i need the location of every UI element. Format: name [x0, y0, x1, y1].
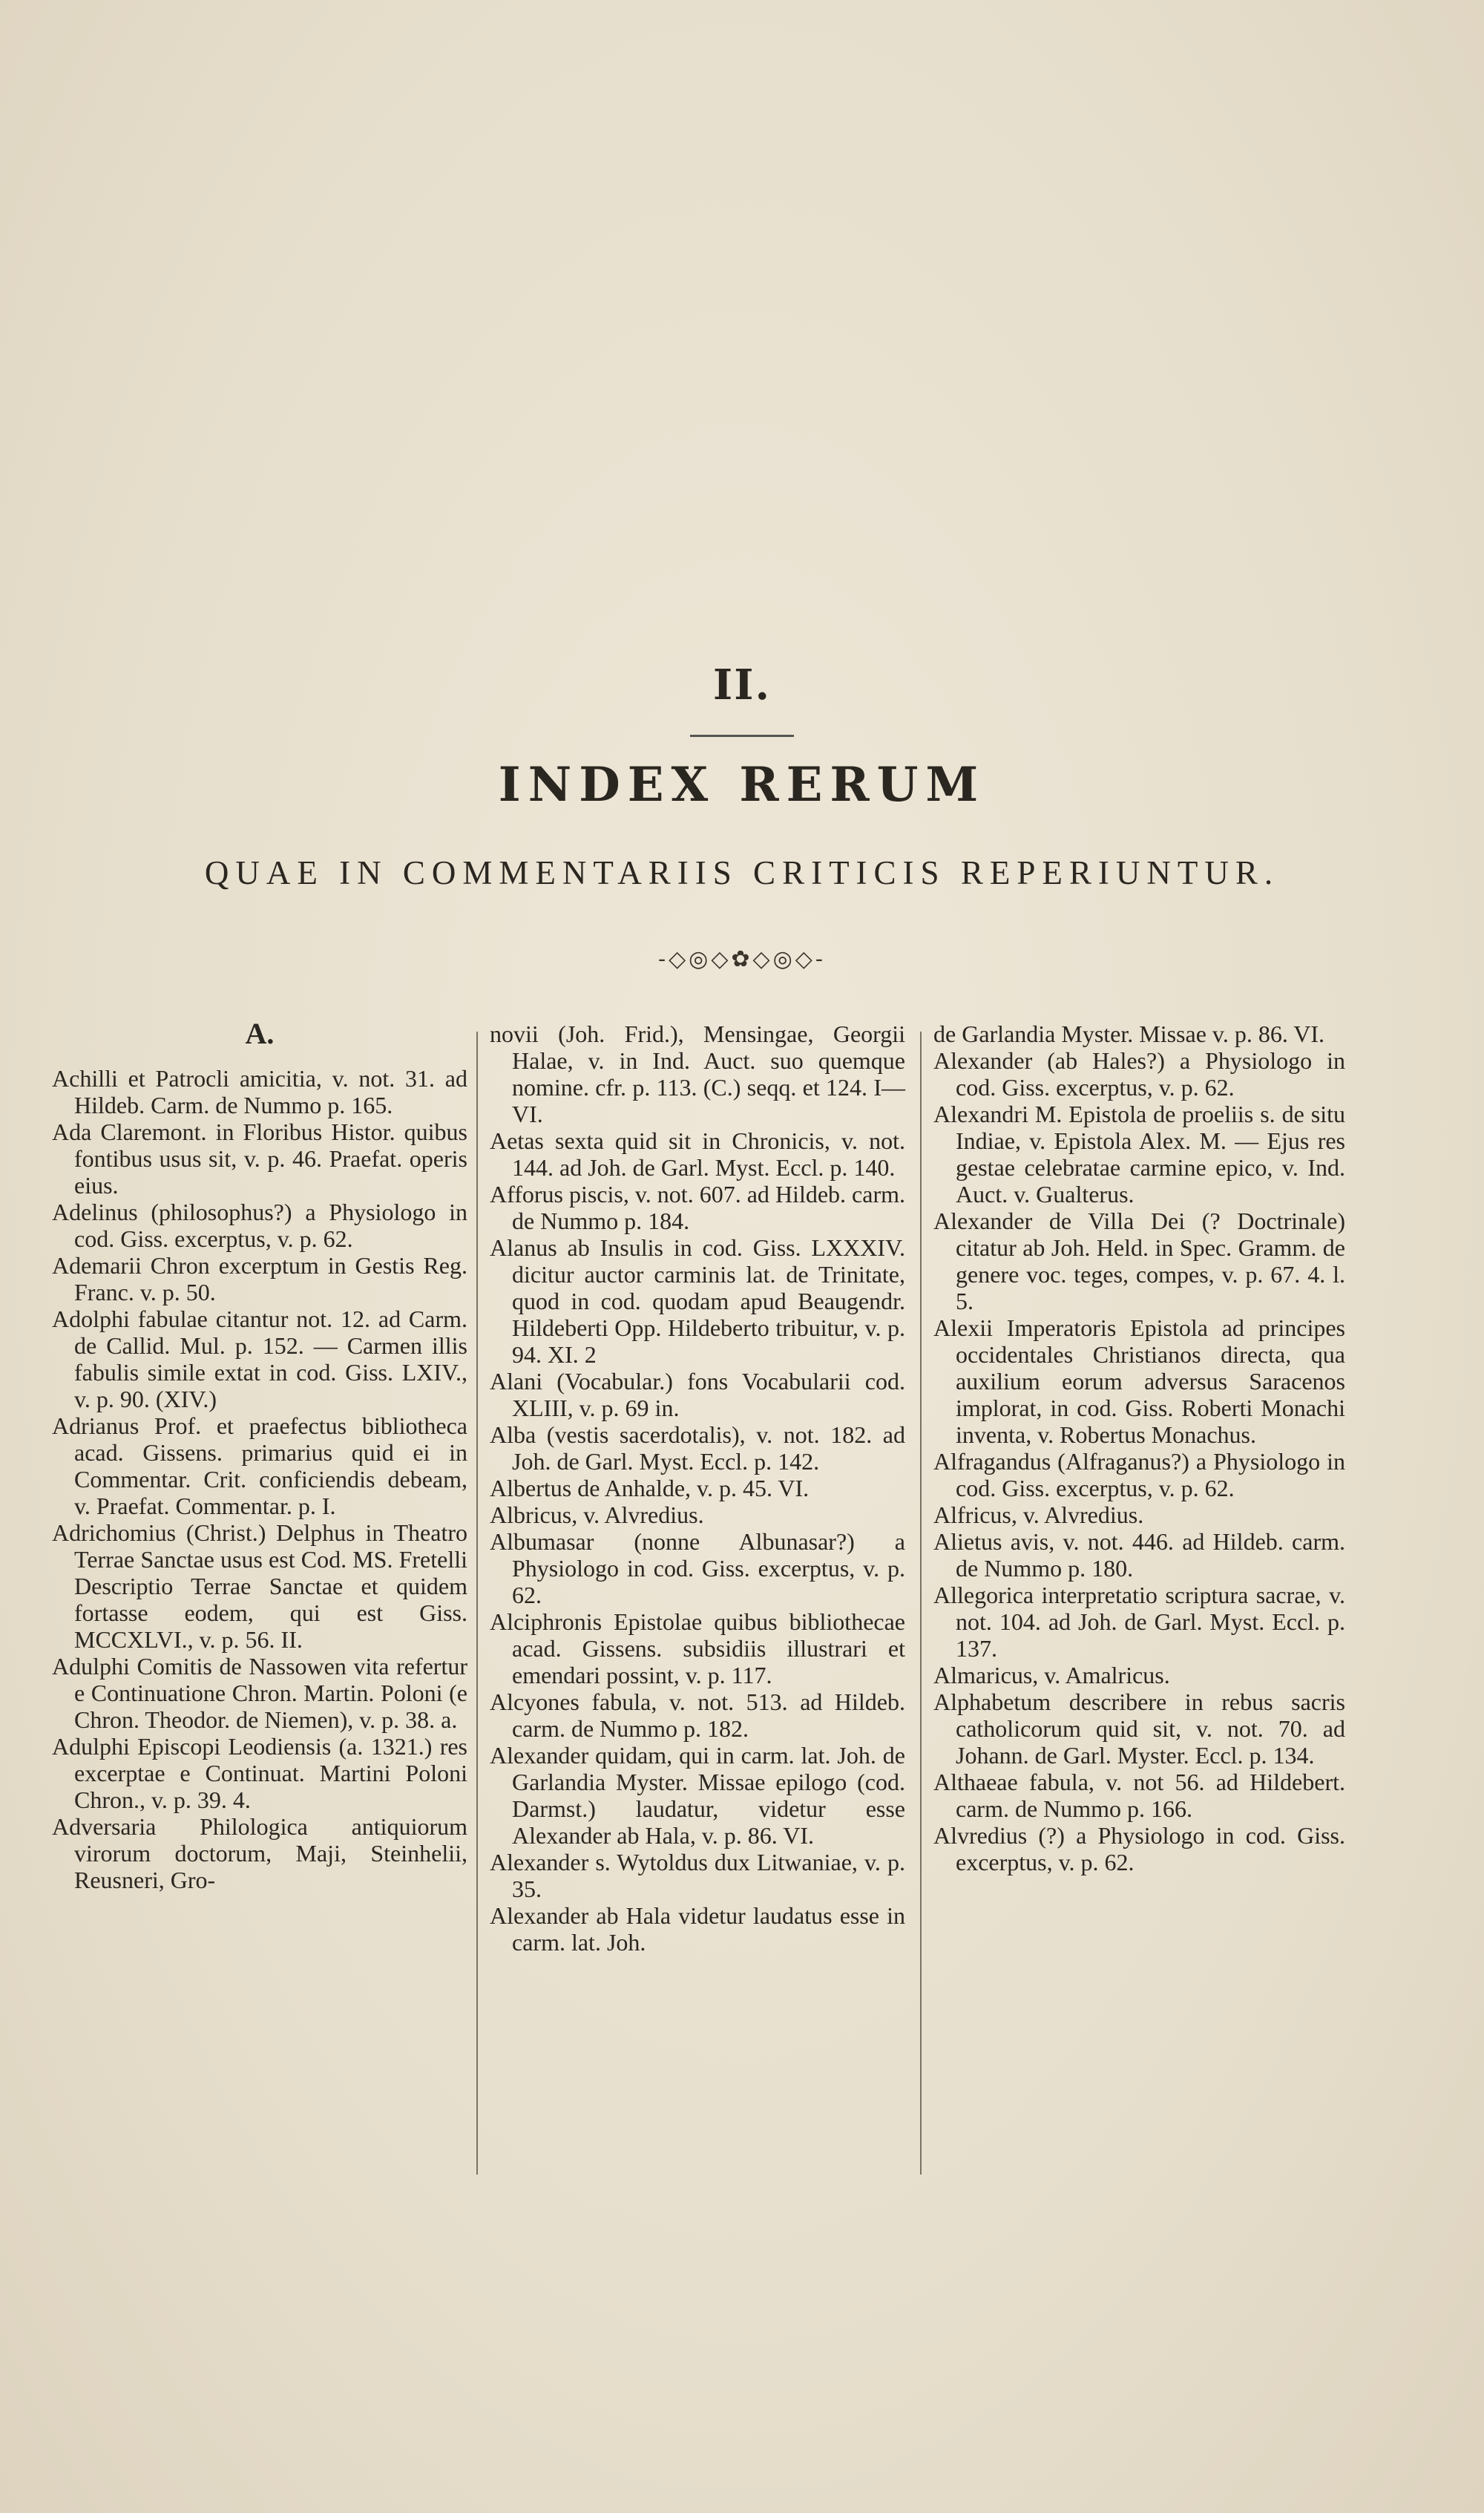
index-entry: Alba (vestis sacerdotalis), v. not. 182. ad Joh. de Garl. Myst. Eccl. p. 142.	[490, 1421, 905, 1475]
title-rule	[690, 735, 794, 737]
index-entry: Alani (Vocabular.) fons Vocabularii cod. XLIII, v. p. 69 in.	[490, 1368, 905, 1421]
index-entry: Alexii Imperatoris Epistola ad principes occidentales Christianos directa, qua auxilium eorum adversus Saracenos implorat, in cod. Giss. Roberti Monachi inventa, v. Robertus Monachus.	[933, 1314, 1345, 1448]
index-entry: Adolphi fabulae citantur not. 12. ad Carm. de Callid. Mul. p. 152. — Carmen illis fabulis simile extat in cod. Giss. LXIV., v. p. 90. (XIV.)	[52, 1305, 467, 1412]
index-entry: Adversaria Philologica antiquiorum virorum doctorum, Maji, Steinhelii, Reusneri, Gro-	[52, 1813, 467, 1893]
index-entry: Ada Claremont. in Floribus Histor. quibus fontibus usus sit, v. p. 46. Praefat. operis eius.	[52, 1118, 467, 1199]
index-entry: Althaeae fabula, v. not 56. ad Hildebert. carm. de Nummo p. 166.	[933, 1769, 1345, 1822]
index-column-2	[490, 1020, 905, 1956]
index-entry: Almaricus, v. Amalricus.	[933, 1662, 1170, 1688]
index-entry: Alietus avis, v. not. 446. ad Hildeb. carm. de Nummo p. 180.	[933, 1528, 1345, 1582]
index-entry: Alexander ab Hala videtur laudatus esse in carm. lat. Joh.	[490, 1902, 905, 1956]
index-entry: Albertus de Anhalde, v. p. 45. VI.	[490, 1475, 810, 1501]
index-entry: Albricus, v. Alvredius.	[490, 1501, 704, 1528]
index-entry: Adulphi Episcopi Leodiensis (a. 1321.) res excerptae e Continuat. Martini Poloni Chron., v. p. 39. 4.	[52, 1733, 467, 1813]
index-entry: de Garlandia Myster. Missae v. p. 86. VI.	[933, 1020, 1325, 1047]
index-entry: Afforus piscis, v. not. 607. ad Hildeb. carm. de Nummo p. 184.	[490, 1181, 905, 1234]
page-subtitle: QUAE IN COMMENTARIIS CRITICIS REPERIUNTUR.	[204, 854, 1280, 891]
section-letter: A.	[245, 1017, 275, 1050]
index-entry: Alexander s. Wytoldus dux Litwaniae, v. p. 35.	[490, 1849, 905, 1902]
index-column-3	[933, 1020, 1345, 1875]
section-number: II.	[713, 661, 771, 710]
index-entry: Alvredius (?) a Physiologo in cod. Giss. excerptus, v. p. 62.	[933, 1822, 1345, 1875]
index-entry: Alexander quidam, qui in carm. lat. Joh. de Garlandia Myster. Missae epilogo (cod. Darmst.) laudatur, videtur esse Alexander ab Hala, v. p. 86. VI.	[490, 1742, 905, 1849]
index-entry: Albumasar (nonne Albunasar?) a Physiologo in cod. Giss. excerptus, v. p. 62.	[490, 1528, 905, 1608]
index-entry: Adrichomius (Christ.) Delphus in Theatro Terrae Sanctae usus est Cod. MS. Fretelli Descriptio Terrae Sanctae et quidem fortasse eodem, qui est Giss. MCCXLVI., v. p. 56. II.	[52, 1519, 467, 1653]
page-title: INDEX RERUM	[498, 757, 986, 813]
index-entry: Alfricus, v. Alvredius.	[933, 1501, 1144, 1528]
column-divider	[476, 1032, 478, 2175]
index-entry: Alexander (ab Hales?) a Physiologo in cod. Giss. excerptus, v. p. 62.	[933, 1047, 1345, 1101]
index-entry: Alexandri M. Epistola de proeliis s. de situ Indiae, v. Epistola Alex. M. — Ejus res gestae celebratae carmine epico, v. Ind. Auct. v. Gualterus.	[933, 1101, 1345, 1208]
index-entry: Alcyones fabula, v. not. 513. ad Hildeb. carm. de Nummo p. 182.	[490, 1688, 905, 1742]
index-entry: Adulphi Comitis de Nassowen vita refertur e Continuatione Chron. Martin. Poloni (e Chron. Theodor. de Niemen), v. p. 38. a.	[52, 1653, 467, 1733]
index-entry: Adelinus (philosophus?) a Physiologo in cod. Giss. excerptus, v. p. 62.	[52, 1199, 467, 1252]
index-entry: Alanus ab Insulis in cod. Giss. LXXXIV. dicitur auctor carminis lat. de Trinitate, quod in cod. quodam apud Beaugendr. Hildeberti Opp. Hildeberto tribuitur, v. p. 94. XI. 2	[490, 1234, 905, 1368]
index-entry: Allegorica interpretatio scriptura sacrae, v. not. 104. ad Joh. de Garl. Myst. Eccl. p. 137.	[933, 1582, 1345, 1662]
index-entry: novii (Joh. Frid.), Mensingae, Georgii Halae, v. in Ind. Auct. suo quemque nomine. cfr. p. 113. (C.) seqq. et 124. I—VI.	[490, 1020, 905, 1127]
column-divider	[920, 1032, 922, 2175]
index-entry: Adrianus Prof. et praefectus bibliotheca acad. Gissens. primarius quid ei in Commentar. Crit. conficiendis debeam, v. Praefat. Commentar. p. I.	[52, 1412, 467, 1519]
index-entry: Alciphronis Epistolae quibus bibliothecae acad. Gissens. subsidiis illustrari et emendari possint, v. p. 117.	[490, 1608, 905, 1688]
index-entry: Aetas sexta quid sit in Chronicis, v. not. 144. ad Joh. de Garl. Myst. Eccl. p. 140.	[490, 1127, 905, 1181]
ornament-divider: -◇◎◇✿◇◎◇-	[657, 946, 827, 972]
index-entry: Alfragandus (Alfraganus?) a Physiologo in cod. Giss. excerptus, v. p. 62.	[933, 1448, 1345, 1501]
index-column-1	[52, 1017, 467, 1893]
index-entry: Achilli et Patrocli amicitia, v. not. 31. ad Hildeb. Carm. de Nummo p. 165.	[52, 1065, 467, 1118]
index-entry: Alphabetum describere in rebus sacris catholicorum quid sit, v. not. 70. ad Johann. de Garl. Myster. Eccl. p. 134.	[933, 1688, 1345, 1769]
index-entry: Ademarii Chron excerptum in Gestis Reg. Franc. v. p. 50.	[52, 1252, 467, 1305]
index-entry: Alexander de Villa Dei (? Doctrinale) citatur ab Joh. Held. in Spec. Gramm. de genere voc. teges, compes, v. p. 67. 4. l. 5.	[933, 1208, 1345, 1314]
